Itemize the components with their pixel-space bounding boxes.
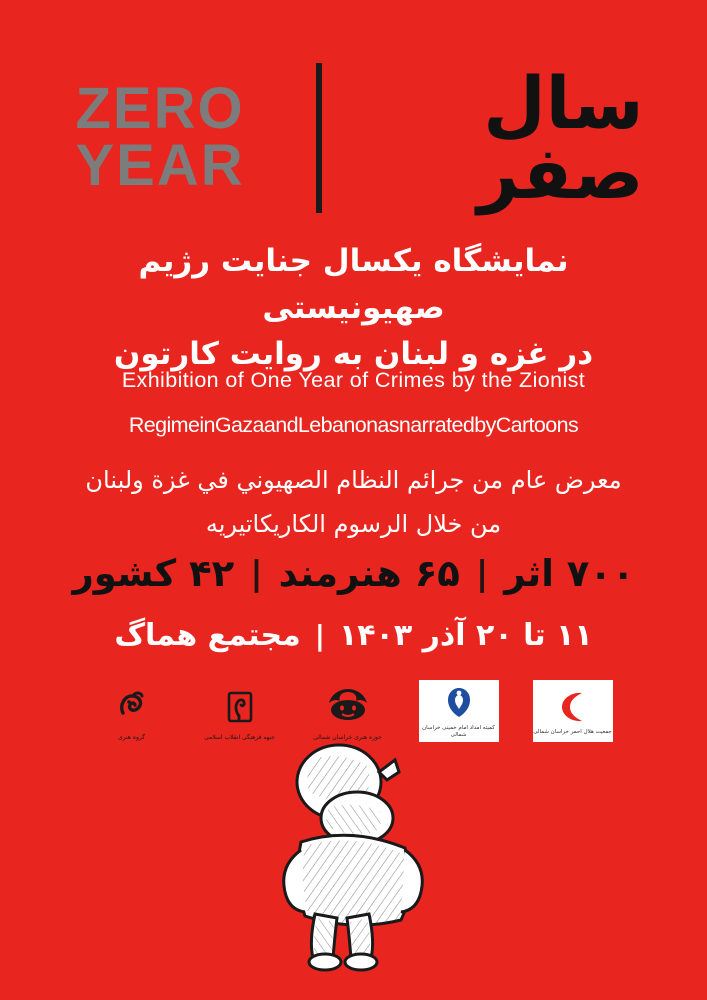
sun-emblem-icon [311,680,385,732]
english-title-line2: YEAR [75,133,245,198]
persian-title [344,60,644,215]
english-title [64,76,306,198]
logo-art-org [95,680,169,742]
stat-artworks: ۷۰۰ اثر [504,552,635,595]
date-venue-row [0,618,707,653]
logo-cultural-front [203,680,277,742]
red-crescent-svg [553,688,593,726]
logo-imdad-committee-caption: کمیته امداد امام خمینی خراسان شمالی [422,725,495,738]
english-title-line1: ZERO [75,76,245,142]
stat-countries: ۴۲ کشور [72,552,235,595]
imdad-committee-icon [437,683,481,723]
stat-artists: ۶۵ هنرمند [278,552,460,595]
title-divider [316,63,322,213]
logo-sun-emblem [311,680,385,742]
bandaged-child-illustration [229,742,479,972]
cultural-front-svg [217,683,263,729]
logo-sun-emblem-caption: حوزه هنری خراسان شمالی [313,734,382,741]
english-subtitle-line2: RegimeinGazaandLebanonasnarratedbyCartoons [128,413,579,438]
sponsor-logo-row [0,680,707,742]
persian-title-line1: سال [483,60,644,145]
logo-imdad-committee [419,680,499,742]
event-dates: ۱۱ تا ۲۰ آذر ۱۴۰۳ [338,618,593,653]
english-subtitle [0,358,707,448]
art-org-icon [95,680,169,732]
event-venue: مجتمع هماگ [114,618,301,653]
cultural-front-icon [203,680,277,732]
bandaged-child-svg [229,742,479,972]
stats-row [0,552,707,595]
arabic-subtitle-line2: من خلال الرسوم الكاريكاتيريه [205,510,502,539]
red-crescent-icon [553,687,593,727]
art-org-svg [109,683,155,729]
logo-red-crescent-caption: جمعیت هلال احمر خراسان شمالی [533,728,612,735]
persian-title-line2: صفر [477,131,644,215]
persian-subtitle [0,238,707,378]
stats-separator-2: | [250,553,263,594]
sun-emblem-svg [320,683,376,729]
english-subtitle-line1: Exhibition of One Year of Crimes by the Zionist [121,368,586,392]
persian-subtitle-line1: نمایشگاه یکسال جنایت رژیم صهیونیستی [138,243,569,326]
persian-subtitle-line2: در غزه و لبنان به روایت کارتون [113,336,594,372]
arabic-subtitle [0,458,707,547]
imdad-committee-svg [437,684,481,722]
date-venue-separator: | [314,619,325,652]
arabic-subtitle-line1: معرض عام من جرائم النظام الصهيوني في غزة ولبنان [85,466,622,494]
logo-cultural-front-caption: جبهه فرهنگی انقلاب اسلامی [204,734,275,741]
title-row [0,48,707,228]
logo-art-org-caption: گروه هنری [117,734,146,741]
stats-separator-1: | [475,553,489,594]
logo-red-crescent [533,680,613,742]
